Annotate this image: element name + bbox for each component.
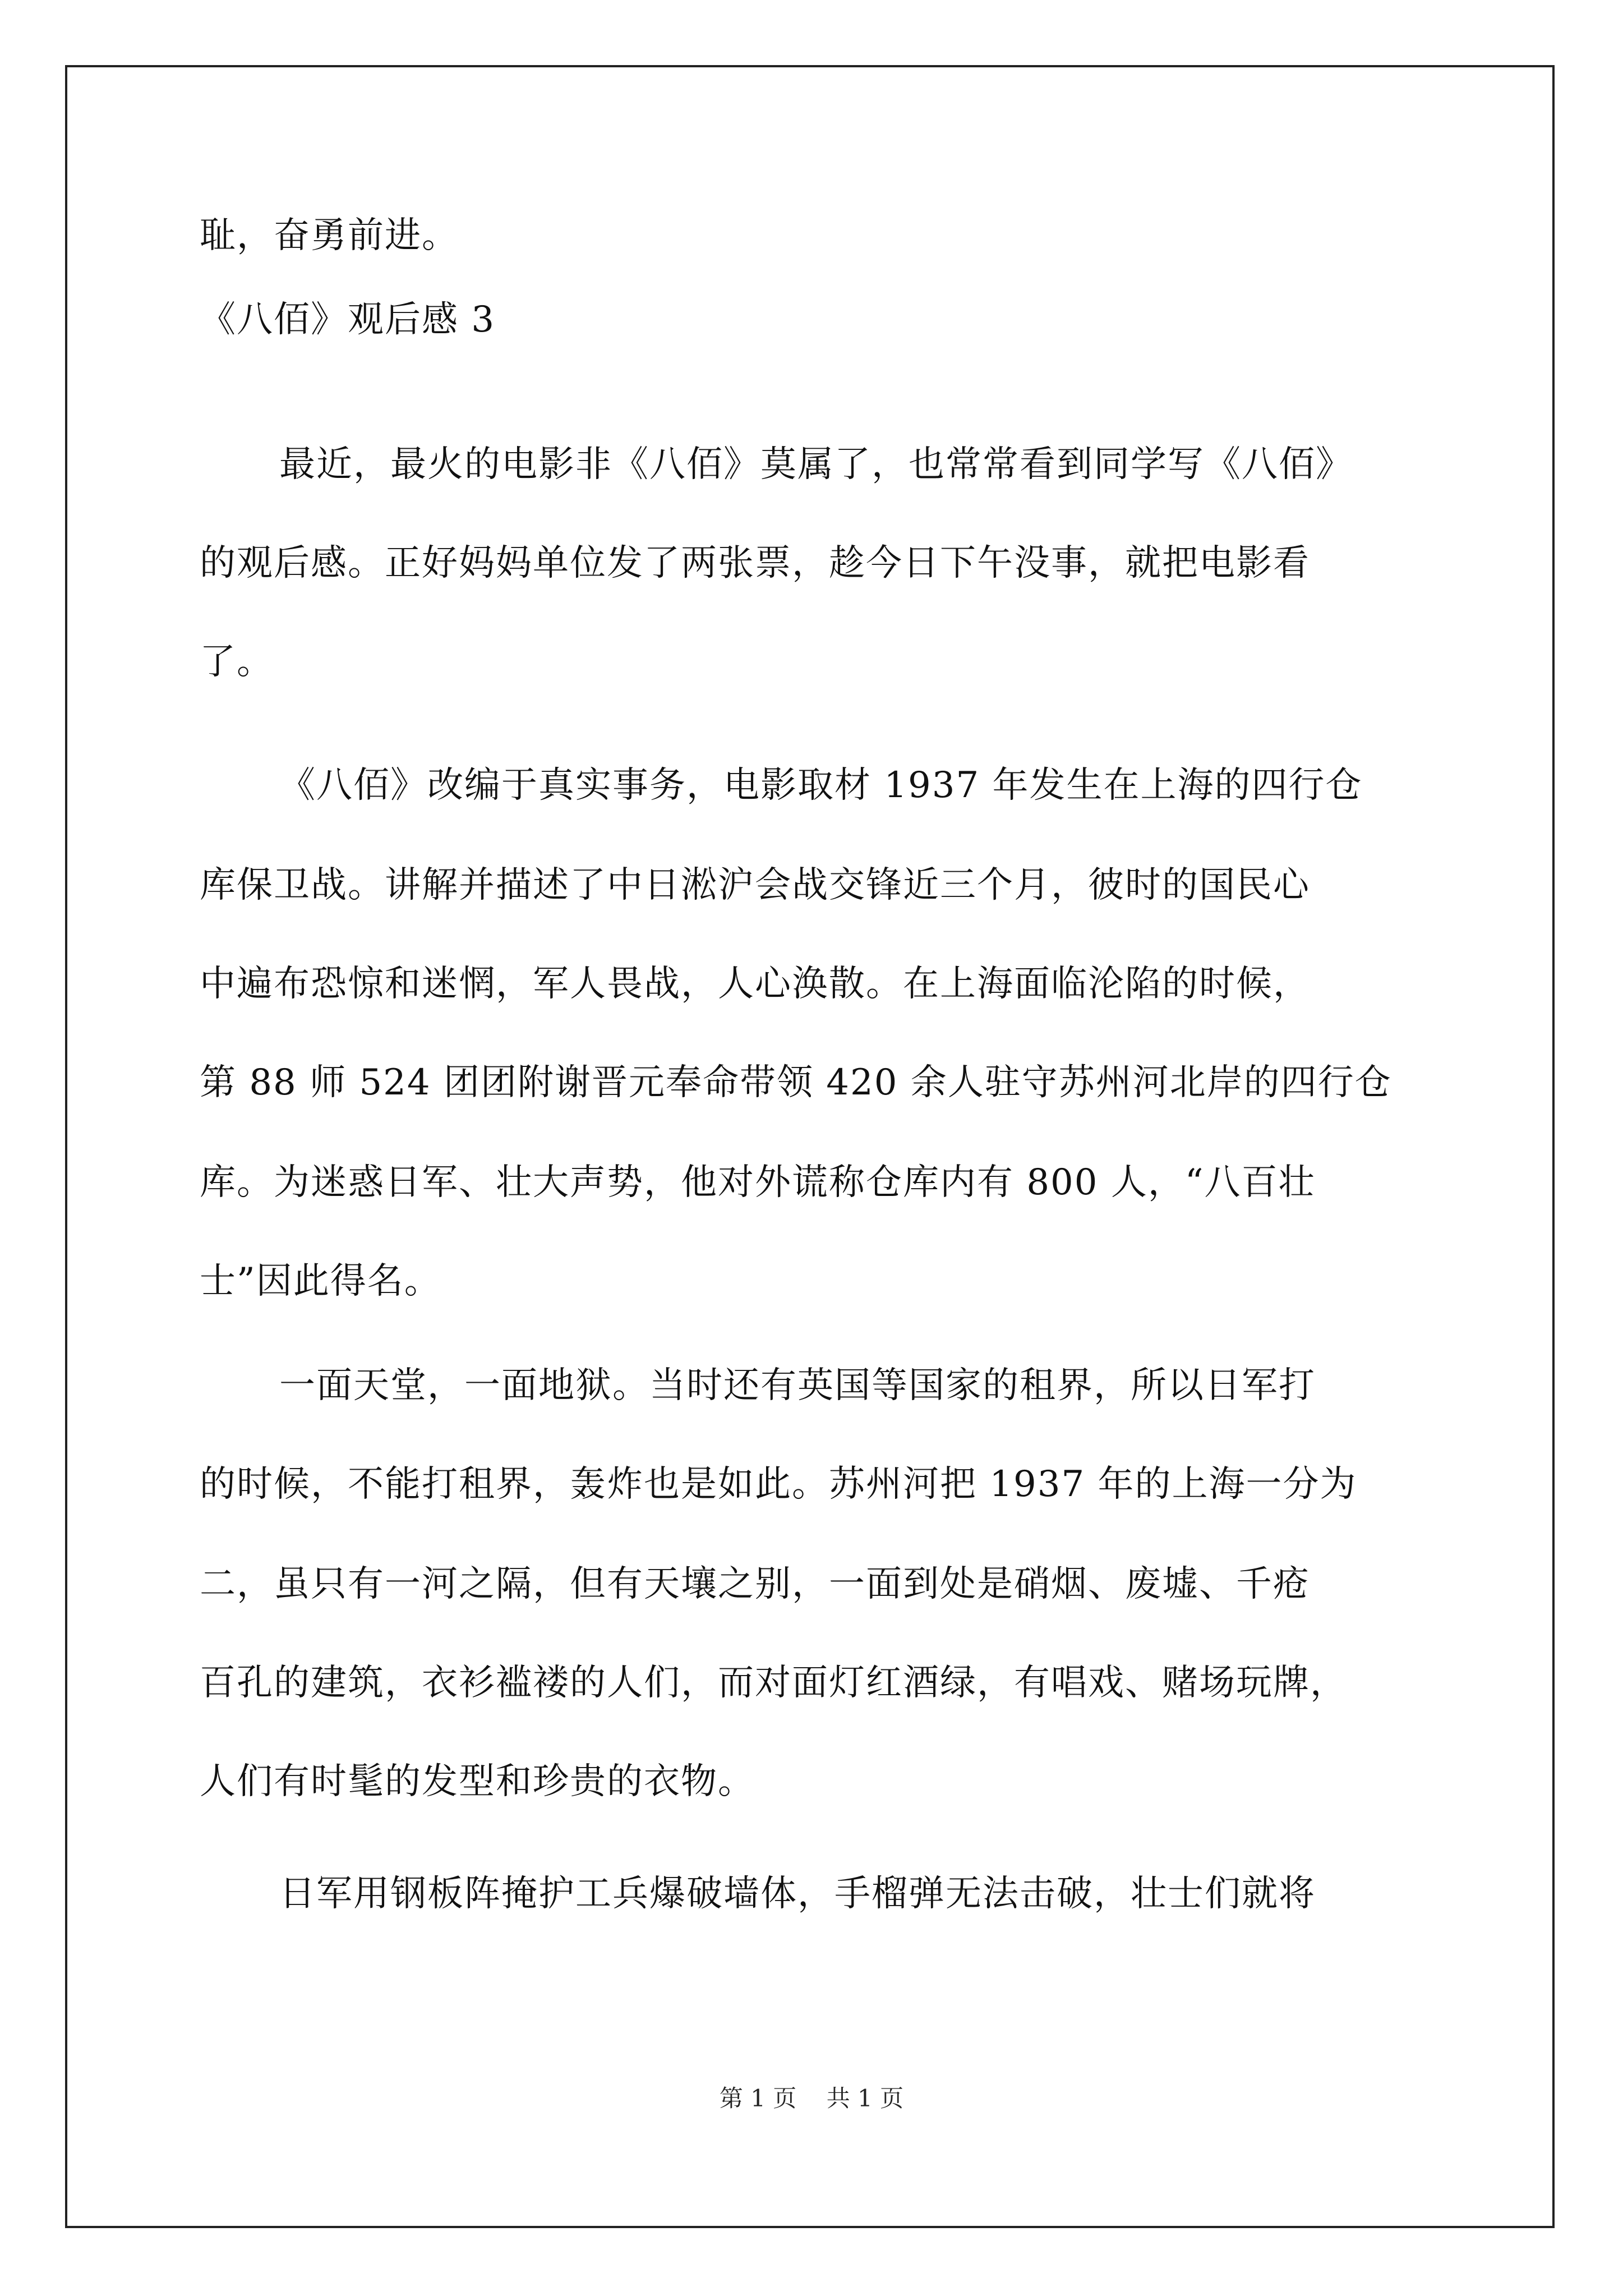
text-line: 日军用钢板阵掩护工兵爆破墙体，手榴弹无法击破，壮士们就将 <box>279 1873 1316 1915</box>
page-number-footer: 第 1 页 共 1 页 <box>719 2085 904 2112</box>
text-line: 库保卫战。讲解并描述了中日淞沪会战交锋近三个月，彼时的国民心 <box>200 864 1310 906</box>
text-line: 二，虽只有一河之隔，但有天壤之别，一面到处是硝烟、废墟、千疮 <box>200 1563 1310 1605</box>
text-line: 耻，奋勇前进。 <box>200 215 459 256</box>
text-line: 的时候，不能打租界，轰炸也是如此。苏州河把 1937 年的上海一分为 <box>200 1464 1357 1505</box>
text-line: 《八佰》改编于真实事务，电影取材 1937 年发生在上海的四行仓 <box>279 765 1363 806</box>
text-line: 第 88 师 524 团团附谢晋元奉命带领 420 余人驻守苏州河北岸的四行仓 <box>200 1062 1392 1103</box>
text-line: 人们有时髦的发型和珍贵的衣物。 <box>200 1761 755 1802</box>
text-line: 的观后感。正好妈妈单位发了两张票，趁今日下午没事，就把电影看 <box>200 542 1310 584</box>
text-line: 库。为迷惑日军、壮大声势，他对外谎称仓库内有 800 人，“八百壮 <box>200 1162 1316 1203</box>
text-line: 了。 <box>200 641 274 683</box>
text-line: 中遍布恐惊和迷惘，军人畏战，人心涣散。在上海面临沦陷的时候， <box>200 963 1310 1005</box>
text-line: 最近，最火的电影非《八佰》莫属了，也常常看到同学写《八佰》 <box>279 444 1353 485</box>
section-heading: 《八佰》观后感 3 <box>200 299 496 341</box>
text-line: 士”因此得名。 <box>200 1260 441 1302</box>
text-line: 百孔的建筑，衣衫褴褛的人们，而对面灯红酒绿，有唱戏、赌场玩牌， <box>200 1662 1347 1704</box>
text-line: 一面天堂，一面地狱。当时还有英国等国家的租界，所以日军打 <box>279 1365 1316 1406</box>
